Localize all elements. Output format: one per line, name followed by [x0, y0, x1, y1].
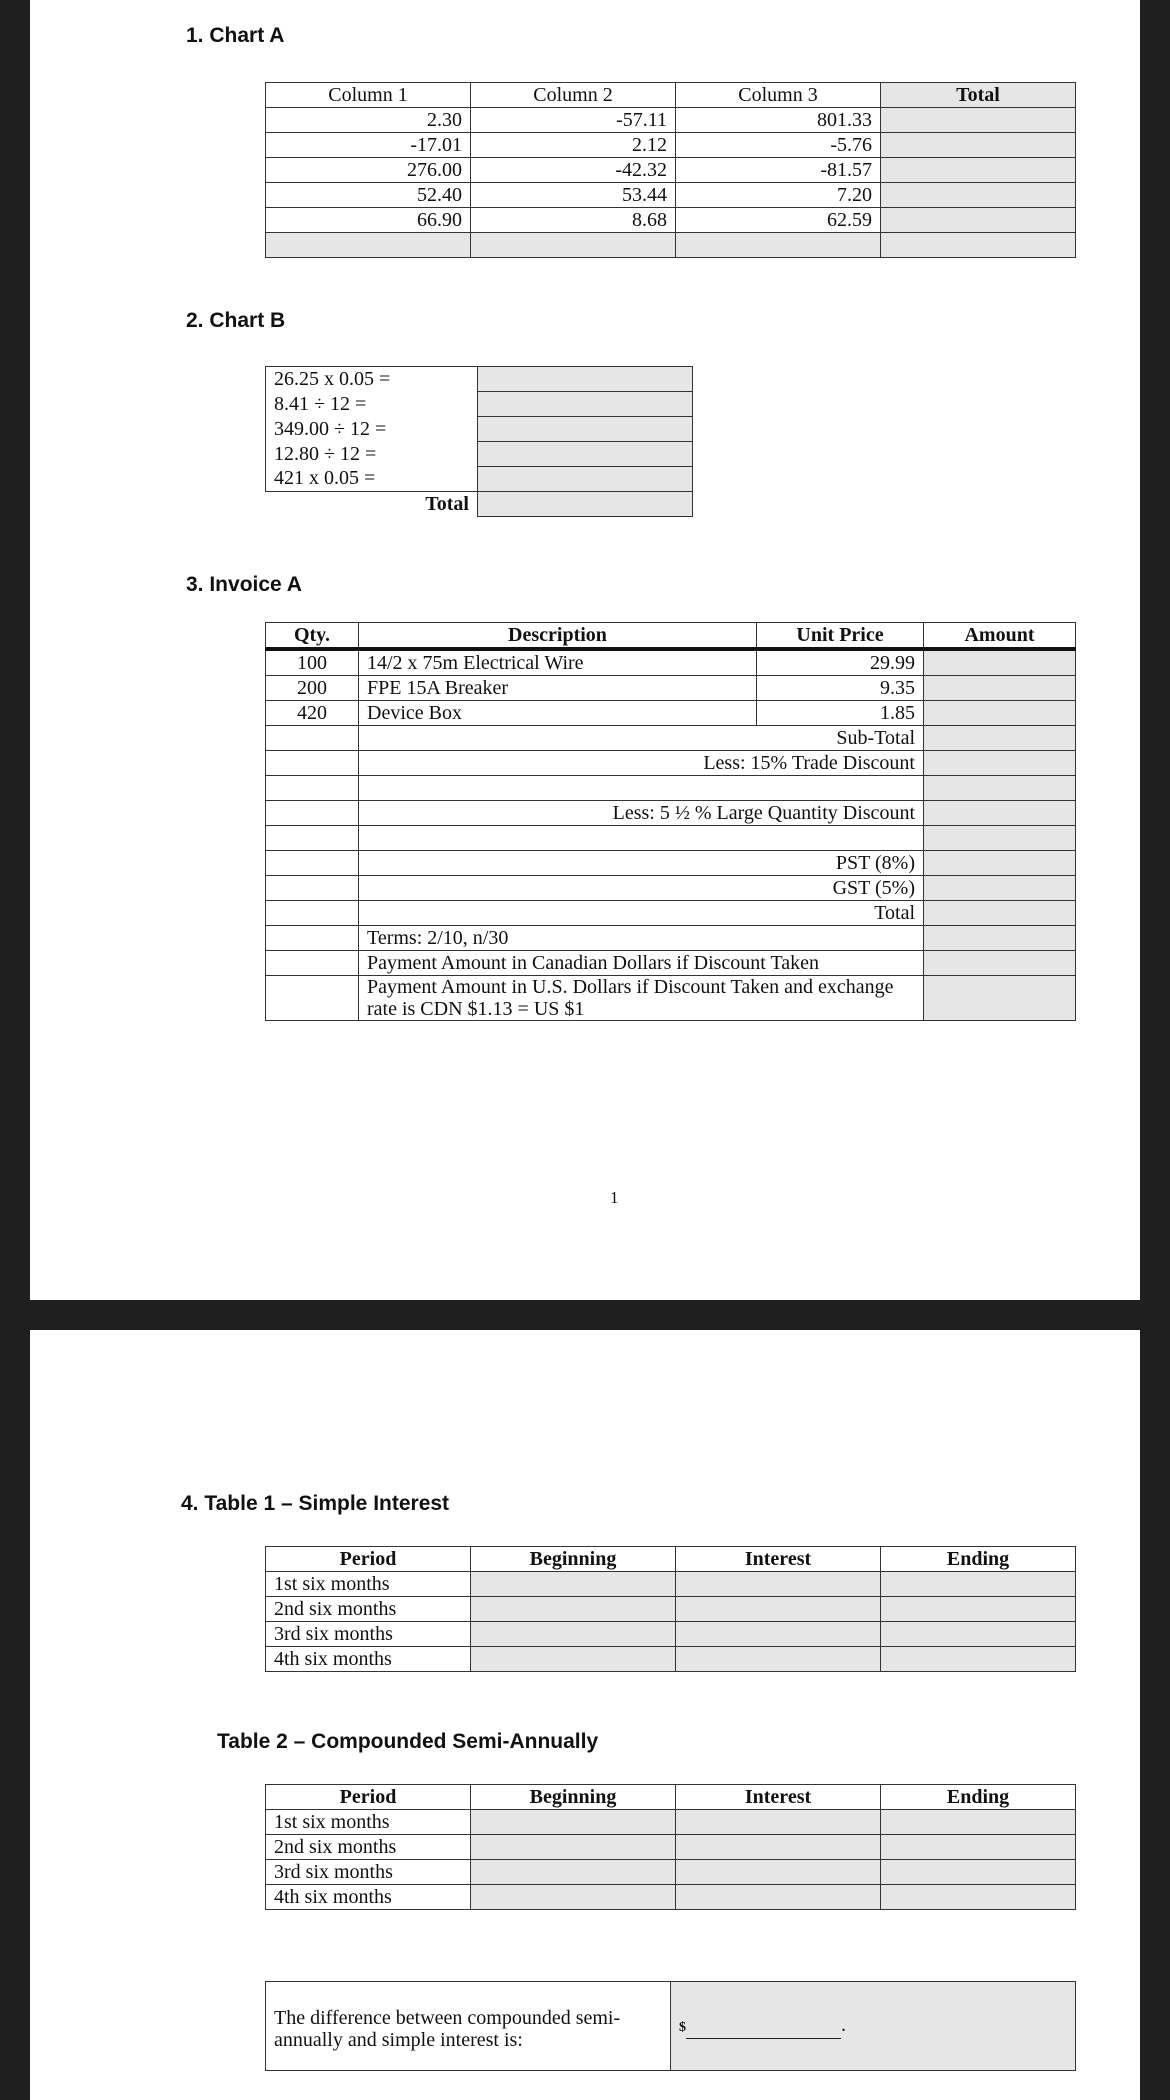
chart-a-cell: -5.76	[676, 133, 881, 158]
invoice-gst-row	[266, 876, 1076, 901]
invoice-gst-label: GST (5%)	[359, 876, 924, 901]
invoice-payment-usd-input[interactable]	[924, 976, 1076, 1021]
beginning-input[interactable]	[471, 1810, 676, 1835]
invoice-line-item	[266, 676, 1076, 701]
difference-suffix: .	[841, 2013, 846, 2036]
chart-a-row	[266, 108, 1076, 133]
chart-a-total-input[interactable]	[881, 108, 1076, 133]
interest-input[interactable]	[676, 1572, 881, 1597]
chart-a-cell: 2.30	[266, 108, 471, 133]
chart-a-cell: -42.32	[471, 158, 676, 183]
compound-interest-table	[265, 1784, 1076, 1910]
chart-a-header-col3: Column 3	[676, 83, 881, 108]
period-label: 2nd six months	[266, 1835, 471, 1860]
invoice-amount-input[interactable]	[924, 701, 1076, 726]
difference-answer-blank[interactable]	[686, 2020, 841, 2039]
invoice-subtotal-input[interactable]	[924, 726, 1076, 751]
chart-b-row	[266, 392, 693, 417]
invoice-empty-cell	[266, 901, 359, 926]
difference-answer-cell[interactable]	[671, 1982, 1076, 2071]
table-row	[266, 1885, 1076, 1910]
invoice-terms-input[interactable]	[924, 926, 1076, 951]
period-label: 4th six months	[266, 1885, 471, 1910]
ending-input[interactable]	[881, 1860, 1076, 1885]
chart-a-cell: 801.33	[676, 108, 881, 133]
chart-a-cell: 53.44	[471, 183, 676, 208]
interest-input[interactable]	[676, 1597, 881, 1622]
invoice-quantity-discount-row	[266, 801, 1076, 826]
chart-a-column-total-input[interactable]	[266, 233, 471, 258]
invoice-unit-price: 29.99	[757, 649, 924, 676]
chart-a-cell: -17.01	[266, 133, 471, 158]
chart-a-cell: -57.11	[471, 108, 676, 133]
page-number: 1	[610, 1188, 619, 1207]
table1-heading: 4. Table 1 – Simple Interest	[181, 1492, 450, 1515]
chart-a-total-input[interactable]	[881, 158, 1076, 183]
invoice-description: Device Box	[359, 701, 757, 726]
beginning-input[interactable]	[471, 1647, 676, 1672]
table1-header-interest: Interest	[676, 1547, 881, 1572]
ending-input[interactable]	[881, 1622, 1076, 1647]
chart-b-expression: 421 x 0.05 =	[266, 467, 478, 492]
invoice-total-label: Total	[359, 901, 924, 926]
table2-header-period: Period	[266, 1785, 471, 1810]
invoice-empty-cell	[359, 776, 924, 801]
chart-a-grand-total-input[interactable]	[881, 233, 1076, 258]
chart-a-column-total-input[interactable]	[471, 233, 676, 258]
beginning-input[interactable]	[471, 1622, 676, 1647]
chart-b-expression: 349.00 ÷ 12 =	[266, 417, 478, 442]
invoice-blank-row	[266, 826, 1076, 851]
invoice-empty-cell	[266, 826, 359, 851]
invoice-empty-cell	[359, 826, 924, 851]
invoice-payment-cad-label: Payment Amount in Canadian Dollars if Discount Taken	[359, 951, 924, 976]
invoice-trade-discount-label: Less: 15% Trade Discount	[359, 751, 924, 776]
interest-input[interactable]	[676, 1647, 881, 1672]
invoice-unit-price: 1.85	[757, 701, 924, 726]
invoice-empty-cell	[266, 801, 359, 826]
ending-input[interactable]	[881, 1597, 1076, 1622]
chart-a-cell: 52.40	[266, 183, 471, 208]
invoice-line-item	[266, 649, 1076, 676]
invoice-empty-cell	[266, 926, 359, 951]
beginning-input[interactable]	[471, 1835, 676, 1860]
invoice-pst-row	[266, 851, 1076, 876]
chart-a-total-input[interactable]	[881, 208, 1076, 233]
table-row	[266, 1572, 1076, 1597]
chart-a-cell: -81.57	[676, 158, 881, 183]
interest-input[interactable]	[676, 1885, 881, 1910]
invoice-description: 14/2 x 75m Electrical Wire	[359, 649, 757, 676]
invoice-payment-usd-label: Payment Amount in U.S. Dollars if Discount Taken and exchange rate is CDN $1.13 = US $1	[359, 976, 924, 1021]
chart-a-total-input[interactable]	[881, 183, 1076, 208]
invoice-a-table	[265, 622, 1076, 1021]
table2-header-ending: Ending	[881, 1785, 1076, 1810]
invoice-net-input[interactable]	[924, 826, 1076, 851]
invoice-empty-cell	[266, 976, 359, 1021]
invoice-header-description: Description	[359, 623, 757, 650]
document-page-1	[30, 0, 1140, 1300]
chart-a-column-totals-row	[266, 233, 1076, 258]
invoice-pst-input[interactable]	[924, 851, 1076, 876]
invoice-a-heading: 3. Invoice A	[186, 573, 302, 596]
chart-a-column-total-input[interactable]	[676, 233, 881, 258]
table2-header-beginning: Beginning	[471, 1785, 676, 1810]
table2-header-interest: Interest	[676, 1785, 881, 1810]
invoice-total-input[interactable]	[924, 901, 1076, 926]
period-label: 2nd six months	[266, 1597, 471, 1622]
period-label: 3rd six months	[266, 1860, 471, 1885]
invoice-gst-input[interactable]	[924, 876, 1076, 901]
ending-input[interactable]	[881, 1885, 1076, 1910]
table-row	[266, 1860, 1076, 1885]
invoice-subtotal-row	[266, 726, 1076, 751]
table-row	[266, 1835, 1076, 1860]
invoice-terms-label: Terms: 2/10, n/30	[359, 926, 924, 951]
invoice-trade-discount-row	[266, 751, 1076, 776]
invoice-qty: 200	[266, 676, 359, 701]
invoice-payment-cad-row	[266, 951, 1076, 976]
invoice-blank-row	[266, 776, 1076, 801]
chart-b-answer-input[interactable]	[478, 467, 693, 492]
chart-a-cell: 8.68	[471, 208, 676, 233]
invoice-amount-input[interactable]	[924, 649, 1076, 676]
chart-a-cell: 7.20	[676, 183, 881, 208]
invoice-header-unit-price: Unit Price	[757, 623, 924, 650]
beginning-input[interactable]	[471, 1885, 676, 1910]
table1-header-beginning: Beginning	[471, 1547, 676, 1572]
invoice-pst-label: PST (8%)	[359, 851, 924, 876]
chart-a-row	[266, 158, 1076, 183]
chart-b-answer-input[interactable]	[478, 392, 693, 417]
table-row	[266, 1622, 1076, 1647]
ending-input[interactable]	[881, 1835, 1076, 1860]
interest-input[interactable]	[676, 1622, 881, 1647]
chart-b-total-input[interactable]	[478, 492, 693, 517]
chart-b-answer-input[interactable]	[478, 367, 693, 392]
chart-b-row	[266, 367, 693, 392]
chart-a-row	[266, 183, 1076, 208]
chart-a-header-col1: Column 1	[266, 83, 471, 108]
invoice-amount-input[interactable]	[924, 676, 1076, 701]
beginning-input[interactable]	[471, 1572, 676, 1597]
chart-b-expression: 12.80 ÷ 12 =	[266, 442, 478, 467]
invoice-line-item	[266, 701, 1076, 726]
beginning-input[interactable]	[471, 1597, 676, 1622]
invoice-empty-cell	[266, 726, 359, 751]
ending-input[interactable]	[881, 1572, 1076, 1597]
table1-header-period: Period	[266, 1547, 471, 1572]
period-label: 1st six months	[266, 1810, 471, 1835]
document-page-2	[30, 1330, 1140, 2100]
invoice-payment-usd-row	[266, 976, 1076, 1021]
table2-heading: Table 2 – Compounded Semi-Annually	[217, 1730, 599, 1753]
invoice-net-input[interactable]	[924, 776, 1076, 801]
simple-interest-table	[265, 1546, 1076, 1672]
invoice-subtotal-label: Sub-Total	[359, 726, 924, 751]
invoice-qty: 420	[266, 701, 359, 726]
chart-a-row	[266, 208, 1076, 233]
invoice-empty-cell	[266, 951, 359, 976]
chart-b-table	[265, 366, 693, 517]
invoice-trade-discount-input[interactable]	[924, 751, 1076, 776]
invoice-empty-cell	[266, 876, 359, 901]
chart-b-answer-input[interactable]	[478, 442, 693, 467]
chart-b-expression: 26.25 x 0.05 =	[266, 367, 478, 392]
interest-input[interactable]	[676, 1810, 881, 1835]
invoice-payment-cad-input[interactable]	[924, 951, 1076, 976]
chart-a-header-col2: Column 2	[471, 83, 676, 108]
table-row	[266, 1597, 1076, 1622]
chart-b-answer-input[interactable]	[478, 417, 693, 442]
chart-b-total-label: Total	[266, 492, 478, 517]
difference-label: The difference between compounded semi-annually and simple interest is:	[266, 1982, 671, 2071]
invoice-qty: 100	[266, 649, 359, 676]
period-label: 3rd six months	[266, 1622, 471, 1647]
period-label: 1st six months	[266, 1572, 471, 1597]
table-row	[266, 1647, 1076, 1672]
period-label: 4th six months	[266, 1647, 471, 1672]
dollar-sign: $	[679, 2019, 686, 2035]
chart-a-cell: 62.59	[676, 208, 881, 233]
chart-b-expression: 8.41 ÷ 12 =	[266, 392, 478, 417]
invoice-unit-price: 9.35	[757, 676, 924, 701]
ending-input[interactable]	[881, 1647, 1076, 1672]
invoice-empty-cell	[266, 776, 359, 801]
difference-box	[265, 1981, 1076, 2071]
chart-a-cell: 2.12	[471, 133, 676, 158]
chart-b-total-row	[266, 492, 693, 517]
invoice-quantity-discount-label: Less: 5 ½ % Large Quantity Discount	[359, 801, 924, 826]
chart-b-row	[266, 442, 693, 467]
chart-b-heading: 2. Chart B	[186, 309, 286, 332]
ending-input[interactable]	[881, 1810, 1076, 1835]
chart-a-header-total: Total	[881, 83, 1076, 108]
chart-a-row	[266, 133, 1076, 158]
invoice-empty-cell	[266, 851, 359, 876]
chart-b-row	[266, 467, 693, 492]
chart-b-row	[266, 417, 693, 442]
invoice-header-qty: Qty.	[266, 623, 359, 650]
invoice-description: FPE 15A Breaker	[359, 676, 757, 701]
chart-a-heading: 1. Chart A	[186, 24, 285, 47]
invoice-empty-cell	[266, 751, 359, 776]
chart-a-table	[265, 82, 1076, 258]
interest-input[interactable]	[676, 1860, 881, 1885]
chart-a-total-input[interactable]	[881, 133, 1076, 158]
invoice-header-amount: Amount	[924, 623, 1076, 650]
table-row	[266, 1810, 1076, 1835]
beginning-input[interactable]	[471, 1860, 676, 1885]
invoice-terms-row	[266, 926, 1076, 951]
chart-a-cell: 66.90	[266, 208, 471, 233]
invoice-total-row	[266, 901, 1076, 926]
chart-a-cell: 276.00	[266, 158, 471, 183]
table1-header-ending: Ending	[881, 1547, 1076, 1572]
interest-input[interactable]	[676, 1835, 881, 1860]
invoice-quantity-discount-input[interactable]	[924, 801, 1076, 826]
